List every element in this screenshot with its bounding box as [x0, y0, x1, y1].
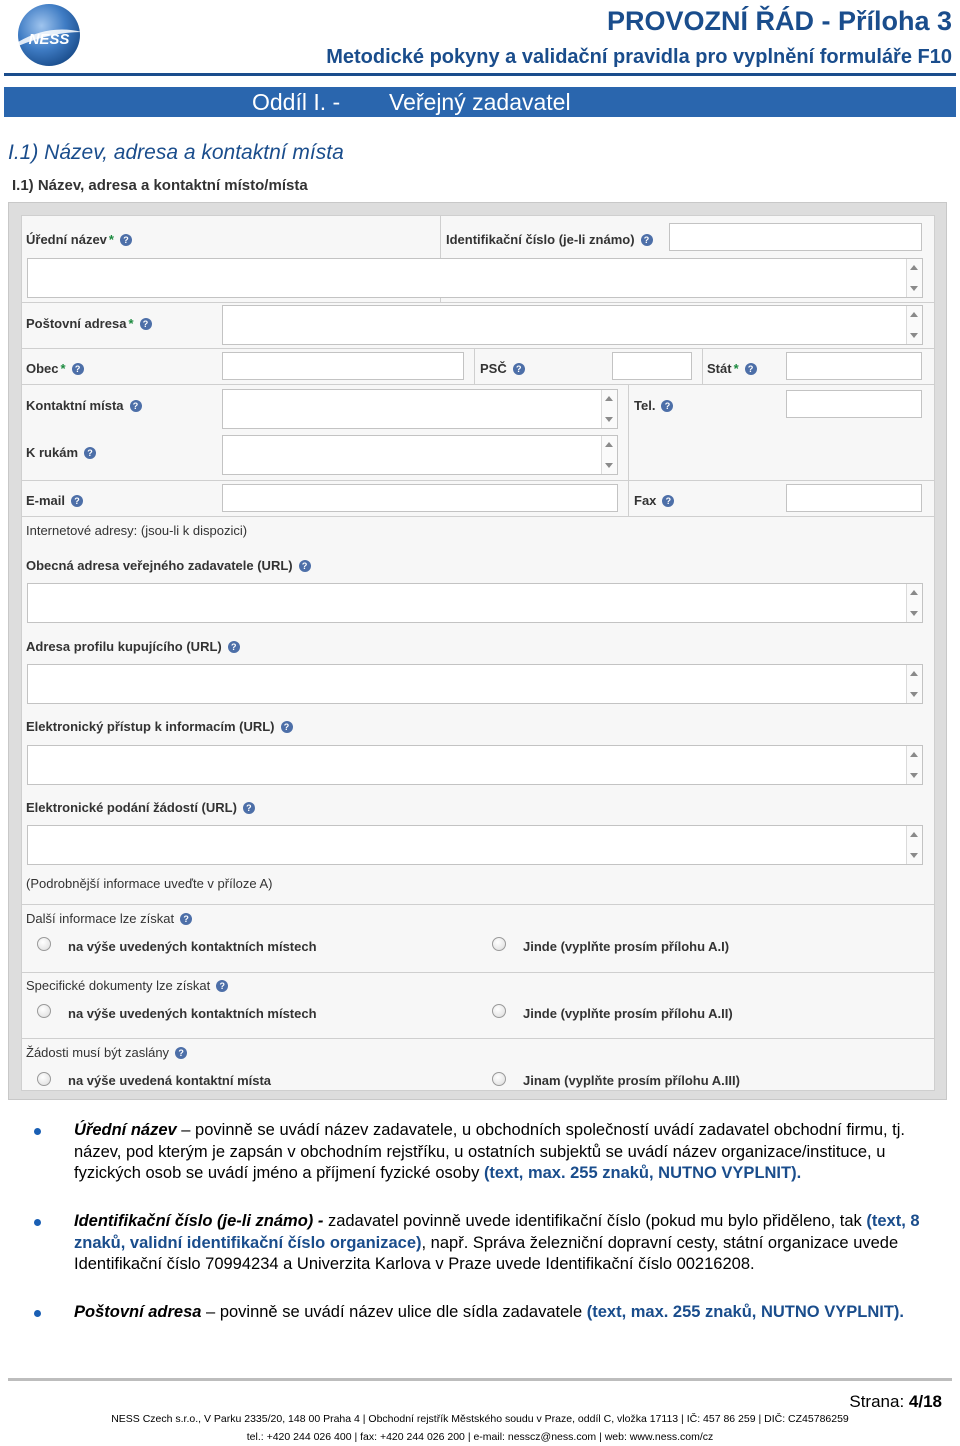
radio-kontaktni-mista[interactable] — [37, 1072, 51, 1086]
internetove-adresy-label: Internetové adresy: (jsou-li k dispozici) — [26, 523, 248, 538]
bullet-term: Poštovní adresa — [74, 1303, 202, 1321]
bullet-term: Identifikační číslo (je-li známo) - — [74, 1212, 324, 1230]
bullet-text: – povinně se uvádí název ulice dle sídla zadavatele — [201, 1303, 587, 1321]
scroll-up-icon[interactable] — [605, 442, 613, 447]
help-icon[interactable]: ? — [216, 980, 228, 992]
section-bar — [4, 87, 956, 117]
scroll-down-icon[interactable] — [910, 773, 918, 778]
section-name: Veřejný zadavatel — [389, 89, 571, 115]
radio-label[interactable]: Jinde (vyplňte prosím přílohu A.II) — [523, 1006, 733, 1021]
identifikacni-cislo-input[interactable] — [669, 223, 922, 251]
tel-input[interactable] — [786, 390, 922, 418]
field-label-identifikacni-cislo: Identifikační číslo (je-li známo) ? — [446, 232, 653, 248]
bullet-term: Úřední název — [74, 1121, 177, 1139]
scroll-down-icon[interactable] — [605, 417, 613, 422]
field-label-obec: Obec * ? — [26, 361, 84, 377]
radio-group-label-dalsi-informace: Další informace lze získat ? — [26, 911, 192, 927]
required-marker: * — [128, 316, 134, 331]
row-divider — [22, 480, 934, 481]
scroll-up-icon[interactable] — [910, 832, 918, 837]
form-caption: I.1) Název, adresa a kontaktní místo/místa — [12, 177, 308, 194]
scroll-up-icon[interactable] — [910, 312, 918, 317]
scroll-up-icon[interactable] — [910, 671, 918, 676]
obecna-adresa-textarea[interactable] — [27, 583, 923, 623]
scroll-down-icon[interactable] — [910, 853, 918, 858]
field-label-adresa-profilu: Adresa profilu kupujícího (URL) ? — [26, 639, 240, 655]
stat-input[interactable] — [786, 352, 922, 380]
help-icon[interactable]: ? — [243, 802, 255, 814]
radio-group-label-zadosti: Žádosti musí být zaslány ? — [26, 1045, 187, 1061]
row-divider — [22, 1038, 934, 1039]
row-divider — [22, 384, 934, 385]
field-label-k-rukam: K rukám ? — [26, 445, 96, 461]
col-divider — [628, 384, 629, 516]
textarea-scrollbar[interactable] — [906, 665, 922, 703]
textarea-scrollbar[interactable] — [906, 306, 922, 344]
elektronicke-podani-textarea[interactable] — [27, 825, 923, 865]
scroll-down-icon[interactable] — [910, 333, 918, 338]
required-marker: * — [108, 232, 114, 247]
field-label-tel: Tel. ? — [634, 398, 673, 414]
help-icon[interactable]: ? — [745, 363, 757, 375]
document-subtitle: Metodické pokyny a validační pravidla pro vyplnění formuláře F10 — [326, 46, 952, 68]
logo-text: NESS — [28, 31, 70, 48]
help-icon[interactable]: ? — [281, 721, 293, 733]
radio-label[interactable]: na výše uvedených kontaktních místech — [68, 939, 317, 954]
bullet-postovni-adresa — [74, 1302, 950, 1324]
help-icon[interactable]: ? — [299, 560, 311, 572]
radio-label[interactable]: Jinam (vyplňte prosím přílohu A.III) — [523, 1073, 740, 1088]
required-marker: * — [733, 361, 739, 376]
help-icon[interactable]: ? — [120, 234, 132, 246]
textarea-scrollbar[interactable] — [601, 436, 617, 474]
scroll-up-icon[interactable] — [605, 396, 613, 401]
help-icon[interactable]: ? — [72, 363, 84, 375]
radio-jinde[interactable] — [492, 937, 506, 951]
validation-rule: (text, 8 znaků, validní identifikační číslo organizace) — [74, 1212, 920, 1252]
page-number: Strana: 4/18 — [849, 1392, 942, 1411]
adresa-profilu-textarea[interactable] — [27, 664, 923, 704]
help-icon[interactable]: ? — [140, 318, 152, 330]
textarea-scrollbar[interactable] — [601, 390, 617, 428]
help-icon[interactable]: ? — [661, 400, 673, 412]
footer-company-info: NESS Czech s.r.o., V Parku 2335/20, 148 00 Praha 4 | Obchodní rejstřík Městského soudu v Praze, oddíl C, vložka 17113 | IČ: 457 86 259 | DIČ: CZ45786259 — [111, 1413, 849, 1425]
psc-input[interactable] — [612, 352, 692, 380]
radio-label[interactable]: na výše uvedená kontaktní místa — [68, 1073, 272, 1088]
validation-rule: (text, max. 255 znaků, NUTNO VYPLNIT) — [586, 1303, 900, 1321]
bullet-text: , např. Správa železniční dopravní cesty, státní organizace uvede Identifikační číslo 70994234 a Univerzita Karlova v Praze uvede Identifikační číslo 00216208. — [74, 1233, 899, 1273]
k-rukam-textarea[interactable] — [222, 435, 618, 475]
textarea-scrollbar[interactable] — [906, 826, 922, 864]
help-icon[interactable]: ? — [641, 234, 653, 246]
postovni-adresa-textarea[interactable] — [222, 305, 923, 345]
col-divider — [702, 348, 703, 384]
help-icon[interactable]: ? — [130, 400, 142, 412]
textarea-scrollbar[interactable] — [906, 746, 922, 784]
bullet-uredni-nazev — [74, 1120, 950, 1185]
field-label-stat: Stát * ? — [707, 361, 757, 377]
col-divider — [474, 348, 475, 384]
section-number: Oddíl I. - — [252, 89, 341, 115]
bullet-text: – povinně se uvádí název zadavatele, u obchodních společností uvádí zadavatel obchodní firmu, tj. název, pod kterým je zapsán v obchodním rejstříku, u ostatních subjektů se uvádí název organizace/instituce, u fyzických osob se uvádí jméno a příjmení fyzické osoby — [74, 1121, 906, 1182]
bullet-identifikacni-cislo — [74, 1211, 950, 1276]
radio-label[interactable]: Jinde (vyplňte prosím přílohu A.I) — [523, 939, 730, 954]
footer-contact-info: tel.: +420 244 026 400 | fax: +420 244 026 200 | e-mail: nesscz@ness.com | web: www.ness.com/cz — [246, 1431, 714, 1443]
ness-logo — [12, 2, 86, 68]
field-label-elektronicky-pristup: Elektronický přístup k informacím (URL) ? — [26, 719, 293, 735]
scroll-up-icon[interactable] — [910, 265, 918, 270]
scroll-down-icon[interactable] — [910, 692, 918, 697]
textarea-scrollbar[interactable] — [906, 584, 922, 622]
textarea-scrollbar[interactable] — [906, 259, 922, 297]
scroll-up-icon[interactable] — [910, 590, 918, 595]
uredni-nazev-textarea[interactable] — [27, 258, 923, 298]
bullet-tail: . — [796, 1164, 802, 1182]
field-label-psc: PSČ ? — [480, 361, 525, 377]
help-icon[interactable]: ? — [662, 495, 674, 507]
form-screenshot — [8, 202, 947, 1100]
elektronicky-pristup-textarea[interactable] — [27, 745, 923, 785]
podrobnejsi-informace-note: (Podrobnější informace uveďte v příloze A) — [26, 876, 273, 891]
radio-jinde[interactable] — [492, 1004, 506, 1018]
radio-group-label-specificke-dokumenty: Specifické dokumenty lze získat ? — [26, 978, 228, 994]
scroll-down-icon[interactable] — [605, 463, 613, 468]
help-icon[interactable]: ? — [228, 641, 240, 653]
kontaktni-mista-textarea[interactable] — [222, 389, 618, 429]
bullet-text: zadavatel povinně uvede identifikační číslo (pokud mu bylo přiděleno, tak — [323, 1212, 867, 1230]
field-label-email: E-mail ? — [26, 493, 83, 509]
required-marker: * — [60, 361, 66, 376]
scroll-down-icon[interactable] — [910, 286, 918, 291]
help-icon[interactable]: ? — [84, 447, 96, 459]
email-input[interactable] — [222, 484, 618, 512]
field-label-obecna-adresa: Obecná adresa veřejného zadavatele (URL) ? — [26, 558, 311, 574]
field-label-uredni-nazev: Úřední název * ? — [26, 232, 132, 248]
header-divider — [4, 73, 956, 76]
radio-kontaktni-mista[interactable] — [37, 1004, 51, 1018]
scroll-down-icon[interactable] — [910, 611, 918, 616]
radio-kontaktni-mista[interactable] — [37, 937, 51, 951]
scroll-up-icon[interactable] — [910, 752, 918, 757]
document-title: PROVOZNÍ ŘÁD - Příloha 3 — [606, 6, 952, 36]
footer-divider — [8, 1378, 952, 1381]
row-divider — [22, 348, 934, 349]
radio-label[interactable]: na výše uvedených kontaktních místech — [68, 1006, 317, 1021]
obec-input[interactable] — [222, 352, 464, 380]
help-icon[interactable]: ? — [180, 913, 192, 925]
row-divider — [22, 972, 934, 973]
field-label-elektronicke-podani: Elektronické podání žádostí (URL) ? — [26, 800, 255, 816]
field-label-fax: Fax ? — [634, 493, 674, 509]
fax-input[interactable] — [786, 484, 922, 512]
validation-rule: (text, max. 255 znaků, NUTNO VYPLNIT) — [483, 1164, 797, 1182]
help-icon[interactable]: ? — [71, 495, 83, 507]
row-divider — [22, 516, 934, 517]
radio-jinam[interactable] — [492, 1072, 506, 1086]
field-label-postovni-adresa: Poštovní adresa * ? — [26, 316, 152, 332]
field-label-kontaktni-mista: Kontaktní místa ? — [26, 398, 142, 414]
row-divider — [22, 904, 934, 905]
form-panel — [21, 215, 935, 1091]
bullet-tail: . — [899, 1303, 904, 1321]
help-icon[interactable]: ? — [175, 1047, 187, 1059]
help-icon[interactable]: ? — [513, 363, 525, 375]
subsection-heading: I.1) Název, adresa a kontaktní místa — [8, 141, 344, 164]
row-divider — [22, 302, 934, 303]
